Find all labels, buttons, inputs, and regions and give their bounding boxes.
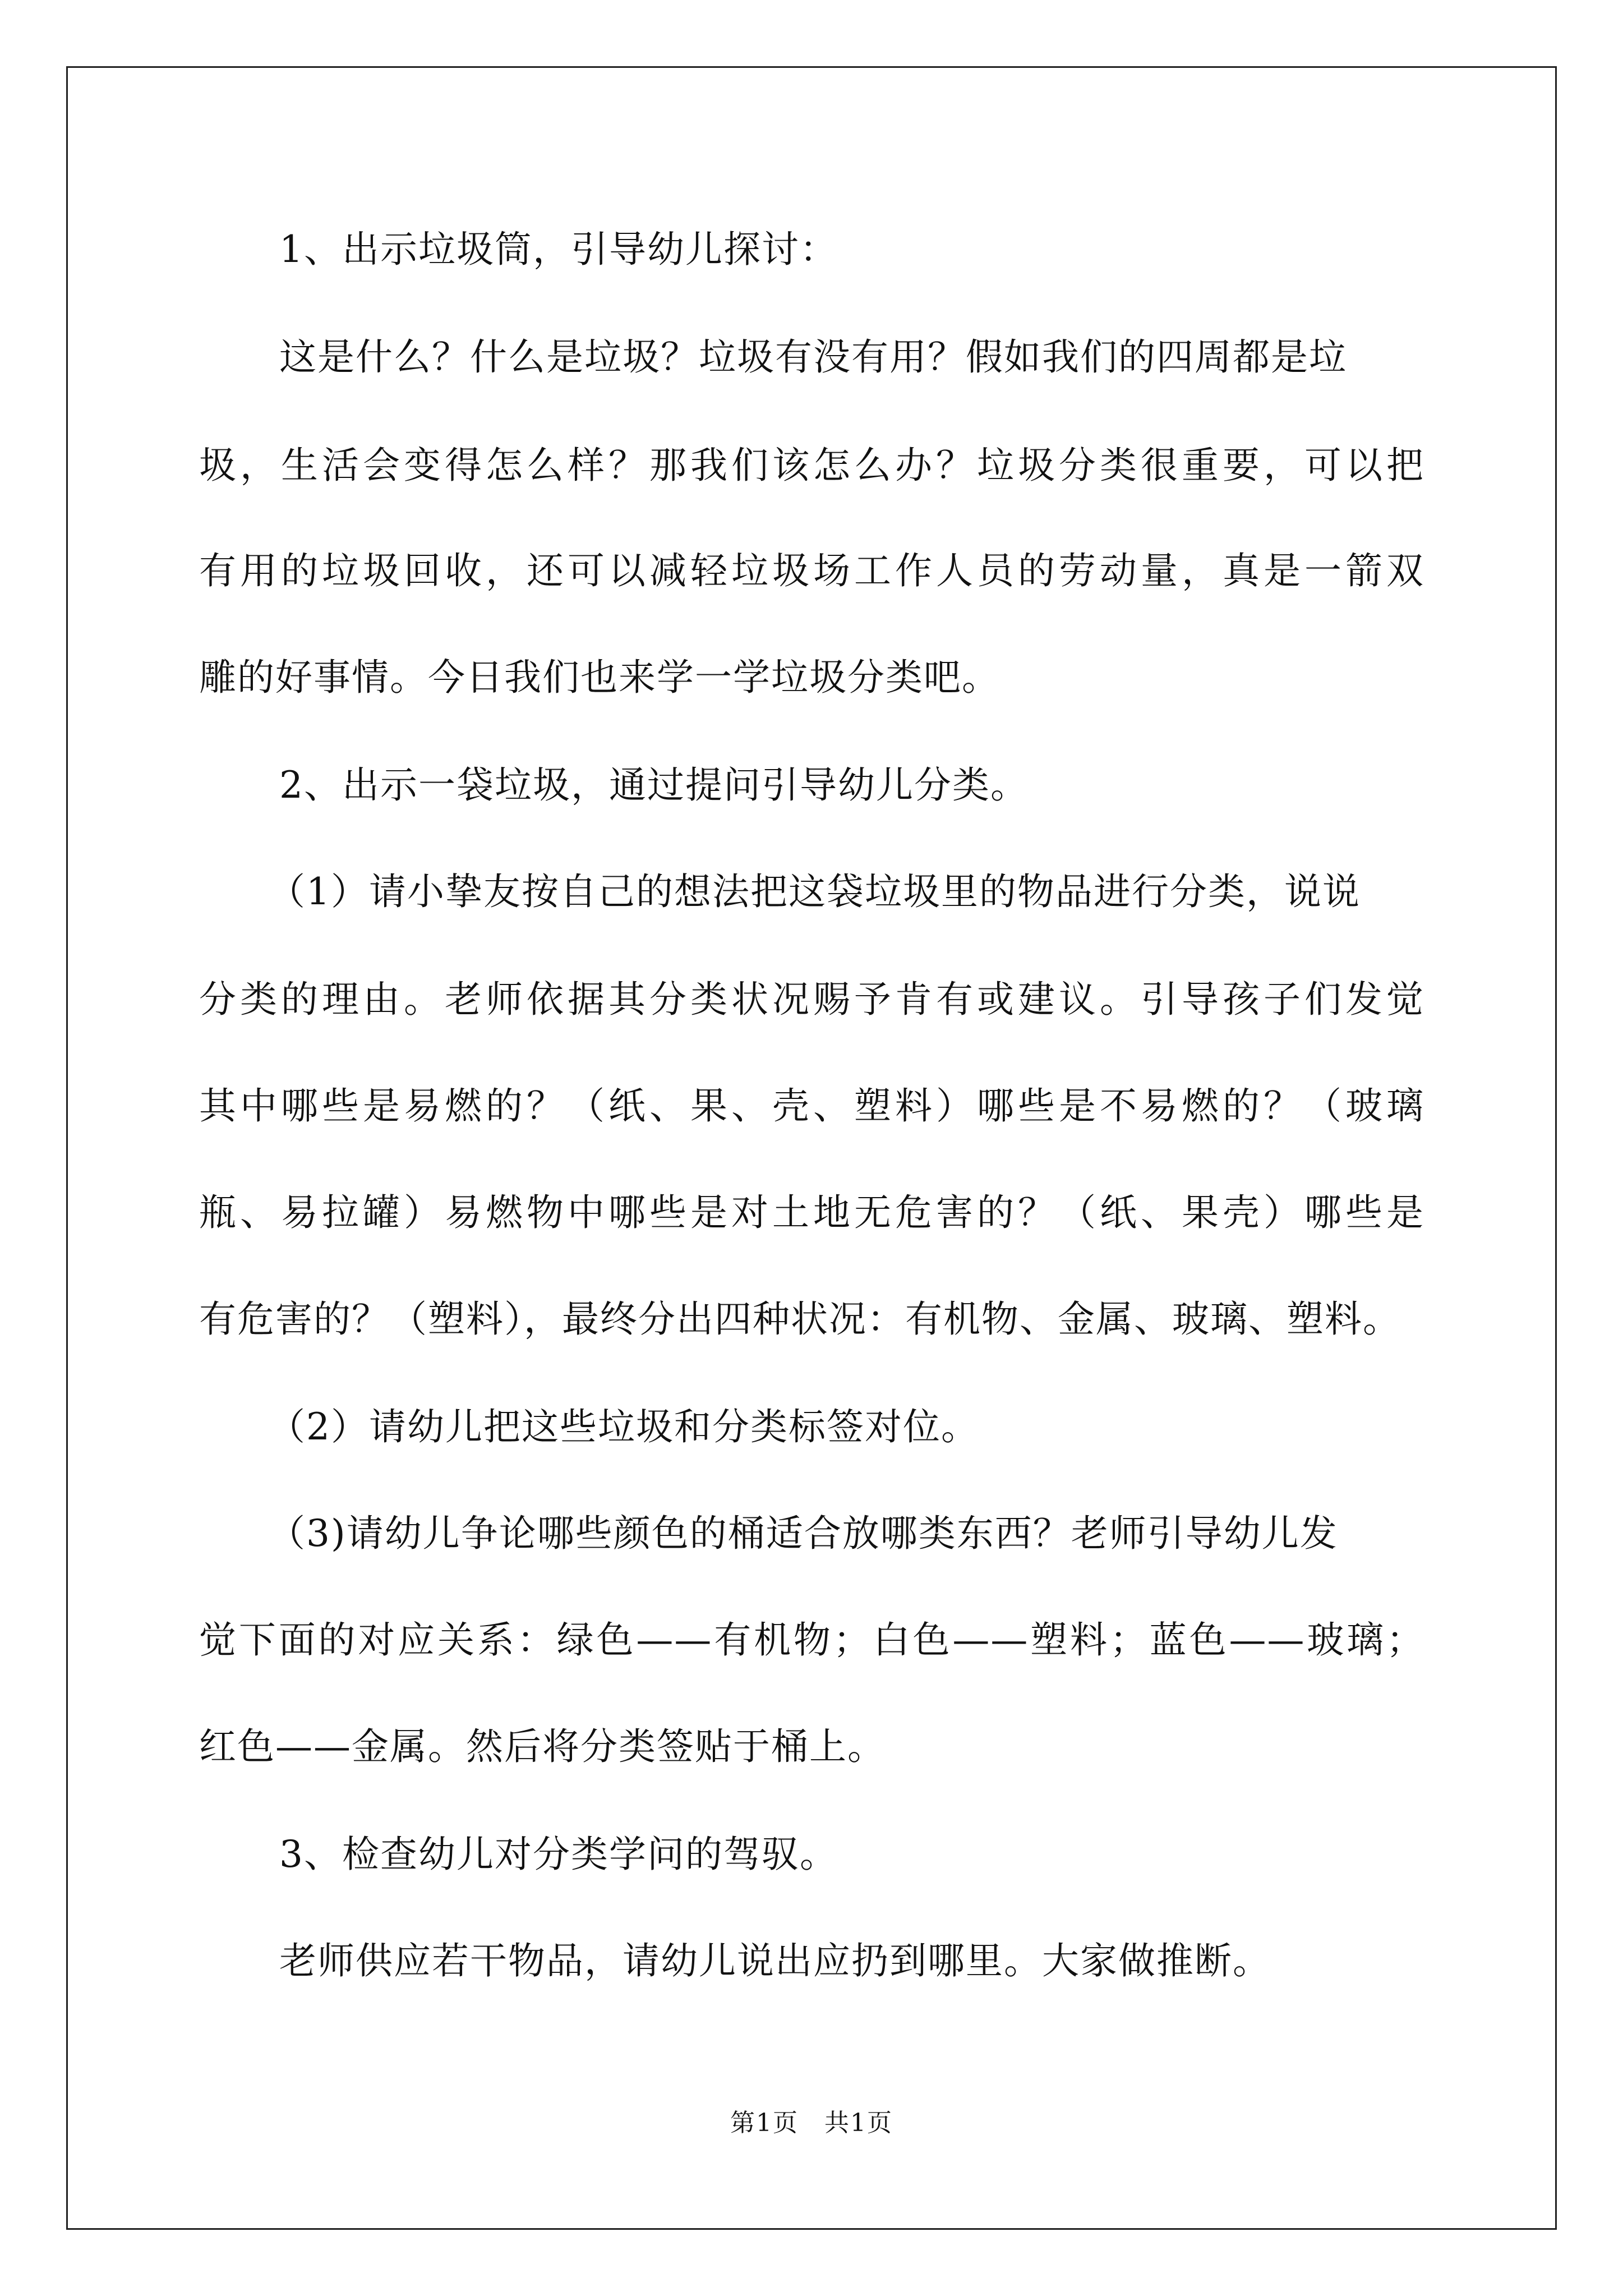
paragraph-line: 2、出示一袋垃圾，通过提问引导幼儿分类。 [279,763,1029,807]
page-border [66,66,1557,2230]
paragraph-line: 有用的垃圾回收，还可以减轻垃圾场工作人员的劳动量，真是一箭双 [199,549,1424,592]
paragraph-line: 瓶、易拉罐）易燃物中哪些是对土地无危害的？（纸、果壳）哪些是 [199,1191,1424,1234]
paragraph-line: 这是什么？什么是垃圾？垃圾有没有用？假如我们的四周都是垃 [279,335,1347,379]
page-footer: 第1页 共1页 [730,2109,893,2137]
paragraph-line: 雕的好事情。今日我们也来学一学垃圾分类吧。 [199,656,1000,699]
paragraph-line: 其中哪些是易燃的？（纸、果、壳、塑料）哪些是不易燃的？（玻璃 [199,1084,1424,1128]
paragraph-line: （1）请小挚友按自己的想法把这袋垃圾里的物品进行分类，说说 [268,870,1361,913]
paragraph-line: 红色——金属。然后将分类签贴于桶上。 [199,1725,886,1768]
paragraph-line: （3)请幼儿争论哪些颜色的桶适合放哪类东西？老师引导幼儿发 [268,1512,1338,1555]
paragraph-line: 分类的理由。老师依据其分类状况赐予肯有或建议。引导孩子们发觉 [199,978,1424,1021]
paragraph-line: （2）请幼儿把这些垃圾和分类标签对位。 [268,1405,979,1448]
paragraph-line: 有危害的？（塑料），最终分出四种状况：有机物、金属、玻璃、塑料。 [199,1297,1401,1341]
paragraph-line: 3、检查幼儿对分类学问的驾驭。 [279,1833,838,1876]
paragraph-line: 圾，生活会变得怎么样？那我们该怎么办？垃圾分类很重要，可以把 [199,444,1424,487]
paragraph-line: 1、出示垃圾筒，引导幼儿探讨： [279,228,838,271]
paragraph-line: 觉下面的对应关系：绿色——有机物；白色——塑料；蓝色——玻璃； [199,1618,1424,1662]
paragraph-line: 老师供应若干物品，请幼儿说出应扔到哪里。大家做推断。 [279,1939,1271,1982]
